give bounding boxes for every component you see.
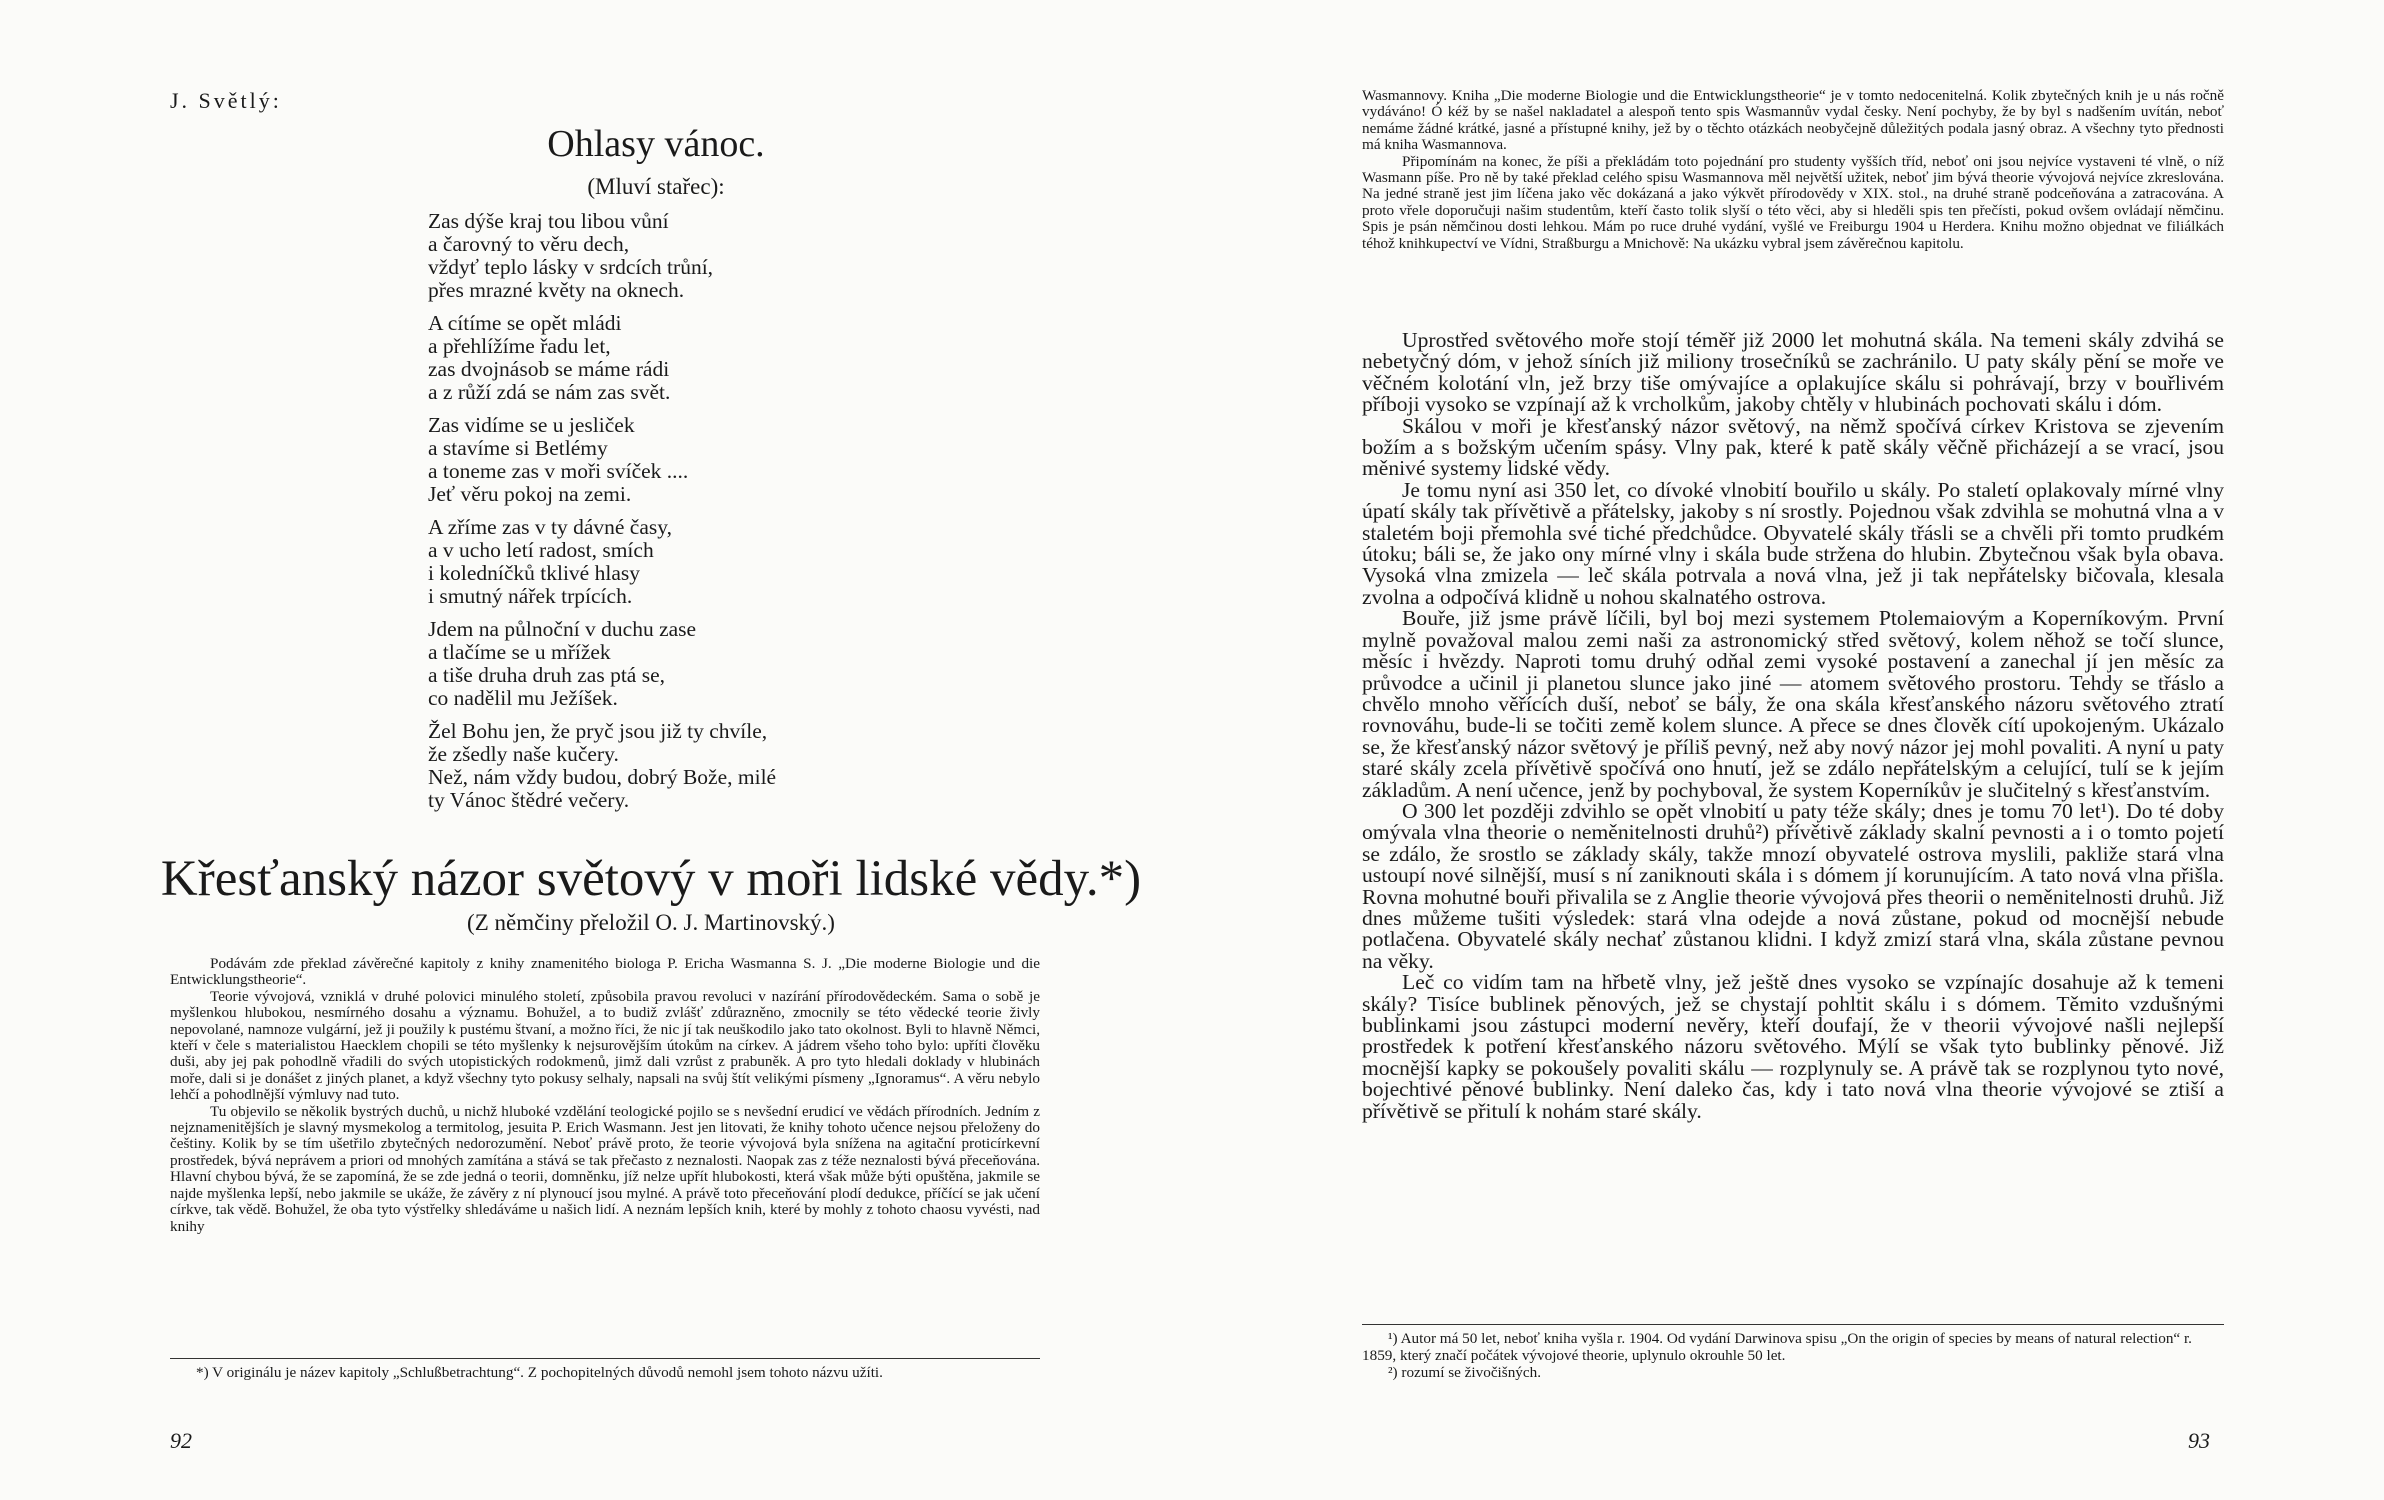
paragraph: Podávám zde překlad závěrečné kapitoly z knihy znamenitého biologa P. Ericha Wasmanna S. J. „Die moderne Biologie und die Entwicklungstheorie“. xyxy=(170,955,1040,989)
poem-line: a v ucho letí radost, smích xyxy=(428,538,654,562)
poem-stanza xyxy=(428,618,848,710)
poem-stanza xyxy=(428,720,848,812)
poem-stanza xyxy=(428,516,848,608)
poem-stanza xyxy=(428,210,848,302)
footnote-divider xyxy=(1362,1324,2224,1325)
article-body-left xyxy=(170,956,1040,1235)
poem-title: Ohlasy vánoc. xyxy=(547,123,765,165)
poem-line: zas dvojnásob se máme rádi xyxy=(428,357,670,381)
paragraph: Leč co vidím tam na hřbetě vlny, jež ještě dnes vysoko se vzpínajíc dosahuje až k temeni skály? Tisíce bublinek pěnových, jež se chystají pohltit skálu i s dómem. Těmito vzdušnými bublinkami jsou zástupci moderní nevěry, kteří doufají, že v theorii vývojové našli nejlepší prostředek k potření křesťanského názoru světového. Mýlí se však tyto bublinky pěnové. Již mocnější kapky se pokoušely povaliti skálu — rozplynuly se. A právě tak se rozplynou tyto nové, bojechtivé pěnové bublinky. Není daleko čas, kdy i tato nová vlna theorie vývojové se ztiší a přívětivě se přitulí k nohám staré skály. xyxy=(1362,970,2224,1123)
poem-line: i koledníčků tklivé hlasy xyxy=(428,561,640,585)
intro-continuation xyxy=(1362,88,2224,252)
poem-line: a stavíme si Betlémy xyxy=(428,436,608,460)
paragraph: Uprostřed světového moře stojí téměř již 2000 let mohutná skála. Na temeni skály zdvihá se nebetyčný dóm, v jehož síních již miliony trosečníků se zachránilo. U paty skály pění se moře ve věčném kolotání vln, jež brzy tiše omývajíce a oplakujíce skálu si pohrávají, brzy v bouřlivém příboji vysoko se vzpínají až k vrcholkům, jakoby chtěly v hlubinách pochovati skálu i dóm. xyxy=(1362,328,2224,417)
paragraph: Je tomu nyní asi 350 let, co dívoké vlnobití bouřilo u skály. Po staletí oplakovaly mírné vlny úpatí skály tak přívětivě a přátelsky, jakoby s ní srostly. Pojednou však zdvihla se mohutná vlna a v staletém boji přemohla své tiché předchůdce. Obyvatelé skály třásli se a chvěli při tomto prudkém útoku; báli se, že jako ony mírné vlny i skála bude stržena do hlubin. Zbytečnou však byla obava. Vysoká vlna zmizela — leč skála potrvala a nová vlna, jež ji tak nepřátelsky bičovala, klesala zvolna a odpočívá klidně u nohou skalnatého ostrova. xyxy=(1362,477,2224,609)
footnotes-right xyxy=(1362,1330,2224,1381)
paragraph: O 300 let později zdvihlo se opět vlnobití u paty téže skály; dnes je tomu 70 let¹). Do té doby omývala vlna theorie o neměnitelnosti druhů²) přívětivě základy skalní pevnosti a i o tomto pojetí se zdálo, že srostlo se základy skály, takže mnozí obyvatelé ostrova myslili, pakliže stará vlna ustoupí nové silnější, musí s ní zaniknouti skála i s dómem jí korunujícím. A tato nová vlna přišla. Rovna mohutné bouři přivalila se z Anglie theorie vývojová přes theorii o neměnitelnosti druhů. Již dnes můžeme tušiti výsledek: stará vlna odejde a nová zůstane, pokud od mocnější nebude potlačena. Obyvatelé skály nechať zůstanou klidni. I když zmizí stará vlna, skála zůstane pevnou na věky. xyxy=(1362,798,2224,973)
page-number: 92 xyxy=(170,1428,192,1453)
footnote-divider xyxy=(170,1358,1040,1359)
poem-line: a toneme zas v moři svíček .... xyxy=(428,459,689,483)
paragraph: Připomínám na konec, že píši a překládám toto pojednání pro studenty vyšších tříd, neboť oni jsou nejvíce vystaveni té vlně, o níž Wasmann píše. Pro ně by také překlad celého spisu Wasmannova měl největší užitek, neboť jim bývá theorie vývojová nejvíce zkreslována. Na jedné straně jest jim líčena jako věc dokázaná a jako výkvět přírodovědy v XIX. stol., na druhé straně podceňována a zatracována. A proto vřele doporučuji našim studentům, kteří často tolik slyší o této věci, aby si hleděli spis ten přečísti, pokud ovšem ovládají němčinu. Spis je psán němčinou dosti lehkou. Mám po ruce druhé vydání, vyšlé ve Freiburgu 1904 u Herdera. Knihu možno objednat ve filiálkách téhož knihkupectví ve Vídni, Straßburgu a Mnichově: Na ukázku vybral jsem závěrečnou kapitolu. xyxy=(1362,152,2224,252)
paragraph: Bouře, již jsme právě líčili, byl boj mezi systemem Ptolemaiovým a Koperníkovým. První mylně považoval malou zemi naši za astronomický střed světový, kolem něhož se točí slunce, měsíc i hvězdy. Naproti tomu druhý odňal zemi vysoké postavení a zanechal jí jen měsíc za průvodce a učinil ji planetou slunce jako jiné — atomem světového prostoru. Tehdy se třáslo a chvělo mnoho věřících duší, neboť se bály, že ona skála křesťanského názoru světového ztratí rovnováhu, bude-li se točiti země kolem slunce. A přece se dnes člověk cítí upokojeným. Ukázalo se, že křesťanský názor světový je příliš pevný, než aby nový názor jej mohl povaliti. A nyní u paty staré skály zcela přívětivě spočívá ono hnutí, jež se zdálo nepřátelským a celující, tulí se k jejím základům. A není učence, jenž by pochyboval, že system Koperníkův je slučitelný s křesťanstvím. xyxy=(1362,606,2224,802)
poem-line: co nadělil mu Ježíšek. xyxy=(428,686,618,710)
footnote-text: ¹) Autor má 50 let, neboť kniha vyšla r. 1904. Od vydání Darwinova spisu „On the origin of species by means of natural relection“ r. 1859, který značí počátek vývojové theorie, uplynulo okrouhle 50 let. xyxy=(1362,1330,2192,1364)
poem-line: že zšedly naše kučery. xyxy=(428,742,619,766)
footnote-text: ²) rozumí se živočišných. xyxy=(1388,1364,1542,1381)
poem-line: Zas dýše kraj tou libou vůní xyxy=(428,209,669,233)
article-body-right xyxy=(1362,330,2224,1122)
poem-line: Žel Bohu jen, že pryč jsou již ty chvíle, xyxy=(428,719,768,743)
poem-line: ty Vánoc štědré večery. xyxy=(428,788,630,812)
poem-line: Zas vidíme se u jesliček xyxy=(428,413,635,437)
paragraph: Skálou v moři je křesťanský názor světový, na němž spočívá církev Kristova se zjevením božím a s božským učením spásy. Vlny pak, které k patě skály věčně přicházejí a se vrací, jsou měnivé systemy lidské vědy. xyxy=(1362,413,2224,481)
poem-line: a z růží zdá se nám zas svět. xyxy=(428,380,671,404)
poem-body xyxy=(428,210,848,822)
poem-line: a přehlížíme řadu let, xyxy=(428,334,611,358)
paragraph: Teorie vývojová, vzniklá v druhé polovici minulého století, způsobila pravou revoluci v nazírání přírodovědeckém. Sama o sobě je myšlenkou hlubokou, nesmírného dosahu a významu. Bohužel, a to budiž zvlášť zdůrazněno, zmocnily se této vědecké teorie živly nepovolané, namnoze vulgární, jež ji použily k pustému štvaní, a možno říci, že nic jí tak neuškodilo jako tato okolnost. Byli to hlavně Němci, kteří v čele s materialistou Haecklem chopili se této myšlenky k nejsurovějším útokům na církev. A jádrem všeho toho bylo: upříti člověku duši, aby jej pak pohodlně vřadili do svých utopistických rodokmenů, jimž dali vzrůst z prabuněk. A pro tyto hledali doklady v hlubinách moře, dali si je donášet z jiných planet, a když všechny tyto pokusy selhaly, napsali na svůj štít velikými písmeny „Ignoramus“. A věru nebylo lehčí a pohodlnější výmluvy nad tuto. xyxy=(170,987,1040,1104)
poem-line: a čarovný to věru dech, xyxy=(428,232,630,256)
poem-line: Než, nám vždy budou, dobrý Bože, milé xyxy=(428,765,777,789)
poem-subtitle: (Mluví stařec): xyxy=(587,174,725,199)
footnote-left xyxy=(170,1364,1040,1381)
paragraph: Tu objevilo se několik bystrých duchů, u nichž hluboké vzdělání teologické pojilo se s nevšední erudicí ve vědách přírodních. Jedním z nejznamenitějších je slavný mysmekolog a termitolog, jesuita P. Erich Wasmann. Jest jen litovati, že knihy tohoto učence nejsou přeloženy do češtiny. Kolik by se tím ušetřilo zbytečných nedorozumění. Neboť právě proto, že teorie vývojová byla snížena na agitační proticírkevní prostředek, bývá neprávem a priori od mnohých zamítána a stává se tak přečasto z neznalosti. Naopak zas z téže neznalosti bývá přeceňována. Hlavní chybou bývá, že se zapomíná, že se zde jedná o teorii, domněnku, jíž nelze upřít hlubokosti, která však může býti opuštěna, jakmile se najde myšlenka lepší, nebo jakmile se ukáže, že závěry z ní plynoucí jsou mylné. A právě toto přeceňování plodí dedukce, příčící se jak učení církve, tak vědě. Bohužel, že oba tyto výstřelky shledáváme u našich lidí. A neznám lepších knih, které by mohly z tohoto chaosu vyvésti, nad knihy xyxy=(170,1102,1040,1235)
poem-line: i smutný nářek trpících. xyxy=(428,584,633,608)
footnote-text: *) V originálu je název kapitoly „Schlußbetrachtung“. Z pochopitelných důvodů nemohl jsem tohoto názvu užíti. xyxy=(196,1364,883,1381)
article-subtitle: (Z němčiny přeložil O. J. Martinovský.) xyxy=(467,910,835,935)
page-number: 93 xyxy=(2188,1428,2210,1453)
poem-line: vždyť teplo lásky v srdcích trůní, xyxy=(428,255,714,279)
right-page xyxy=(1192,0,2384,1500)
poem-line: Jeť věru pokoj na zemi. xyxy=(428,482,632,506)
paragraph: Wasmannovy. Kniha „Die moderne Biologie und die Entwicklungstheorie“ je v tomto nedocenitelná. Kolik zbytečných knih je u nás ročně vydáváno! Ó kéž by se našel nakladatel a alespoň tento spis Wasmannův vydal česky. Není pochyby, že by byl s nadšením uvítán, neboť nemáme žádné krátké, jasné a přístupné knihy, jež by o těchto otázkách neobyčejně důležitých podala jasný obraz. A všechny tyto přednosti má kniha Wasmannova. xyxy=(1362,87,2224,154)
poem-author: J. Světlý: xyxy=(170,88,282,113)
poem-line: a tiše druha druh zas ptá se, xyxy=(428,663,666,687)
article-title: Křesťanský názor světový v moři lidské vědy.*) xyxy=(160,851,1142,907)
poem-stanza xyxy=(428,312,848,404)
poem-line: přes mrazné květy na oknech. xyxy=(428,278,685,302)
poem-line: A cítíme se opět mládi xyxy=(428,311,622,335)
poem-stanza xyxy=(428,414,848,506)
poem-line: a tlačíme se u mřížek xyxy=(428,640,611,664)
poem-line: A zříme zas v ty dávné časy, xyxy=(428,515,672,539)
poem-line: Jdem na půlnoční v duchu zase xyxy=(428,617,697,641)
